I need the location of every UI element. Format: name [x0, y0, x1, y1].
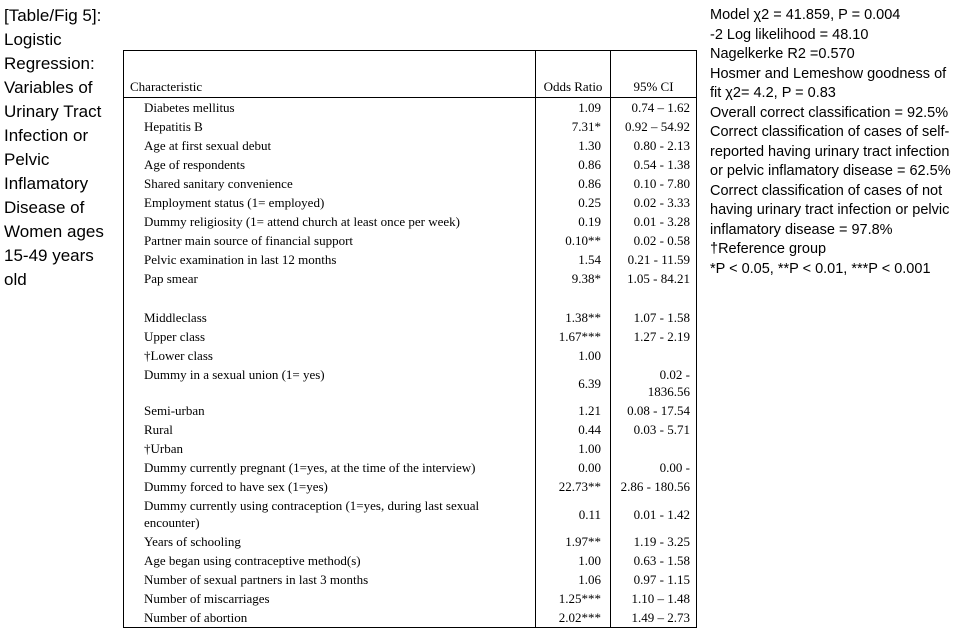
- odds-ratio-cell: 1.00: [536, 551, 611, 570]
- table-row: [124, 193, 697, 212]
- ci-cell: 0.97 - 1.15: [611, 570, 697, 589]
- table-header-row: [124, 51, 697, 98]
- table-row: [124, 212, 697, 231]
- odds-ratio-cell: 2.02***: [536, 608, 611, 628]
- table-row: [124, 532, 697, 551]
- ci-cell: 1.19 - 3.25: [611, 532, 697, 551]
- characteristic-cell: Dummy currently using contraception (1=yes, during last sexual encounter): [144, 498, 480, 530]
- characteristic-cell: Middleclass: [144, 310, 207, 325]
- logistic-regression-table: [123, 50, 697, 628]
- table-body: [124, 98, 697, 628]
- ci-cell: 1.27 - 2.19: [611, 327, 697, 346]
- ci-cell: 0.00 -: [611, 458, 697, 477]
- characteristic-cell: Rural: [144, 422, 173, 437]
- table-row: [124, 458, 697, 477]
- note-line: Model χ2 = 41.859, P = 0.004: [710, 7, 901, 23]
- odds-ratio-cell: 0.25: [536, 193, 611, 212]
- characteristic-cell: Number of miscarriages: [144, 591, 270, 606]
- table-row: [124, 269, 697, 288]
- characteristic-cell: Upper class: [144, 329, 206, 344]
- ci-cell: 0.63 - 1.58: [611, 551, 697, 570]
- table-row: [124, 570, 697, 589]
- characteristic-cell: Dummy currently pregnant (1=yes, at the time of the interview): [144, 460, 476, 475]
- note-line: Hosmer and Lemeshow goodness of fit χ2= 4.2, P = 0.83: [710, 65, 947, 101]
- odds-ratio-cell: 0.44: [536, 420, 611, 439]
- ci-cell: 0.02 - 0.58: [611, 231, 697, 250]
- table-row: [124, 401, 697, 420]
- ci-cell: 0.80 - 2.13: [611, 136, 697, 155]
- odds-ratio-cell: 6.39: [536, 365, 611, 401]
- figure-title: [Table/Fig 5]: Logistic Regression: Variables of Urinary Tract Infection or Pelvic Inflamatory Disease of Women ages 15-49 years old: [4, 6, 104, 289]
- table-row: [124, 231, 697, 250]
- characteristic-cell: Dummy forced to have sex (1=yes): [144, 479, 328, 494]
- odds-ratio-cell: 1.38**: [536, 308, 611, 327]
- odds-ratio-cell: 0.86: [536, 174, 611, 193]
- odds-ratio-cell: 1.67***: [536, 327, 611, 346]
- characteristic-cell: Shared sanitary convenience: [144, 176, 293, 191]
- ci-cell: 0.03 - 5.71: [611, 420, 697, 439]
- table-row: [124, 117, 697, 136]
- column-header-odds-ratio: Odds Ratio: [536, 51, 611, 98]
- odds-ratio-cell: 1.97**: [536, 532, 611, 551]
- column-header-characteristic: Characteristic: [124, 51, 536, 98]
- odds-ratio-cell: [536, 288, 611, 308]
- table-header: [124, 51, 697, 98]
- odds-ratio-cell: 1.21: [536, 401, 611, 420]
- odds-ratio-cell: 0.10**: [536, 231, 611, 250]
- ci-cell: 0.02 - 3.33: [611, 193, 697, 212]
- characteristic-cell: Years of schooling: [144, 534, 241, 549]
- characteristic-cell: [124, 288, 536, 308]
- model-statistics-notes: [710, 6, 956, 279]
- table-row: [124, 477, 697, 496]
- odds-ratio-cell: 1.00: [536, 346, 611, 365]
- characteristic-cell: Age began using contraceptive method(s): [144, 553, 361, 568]
- odds-ratio-cell: 0.86: [536, 155, 611, 174]
- characteristic-cell: Pap smear: [144, 271, 198, 286]
- table-row: [124, 589, 697, 608]
- odds-ratio-cell: 1.54: [536, 250, 611, 269]
- odds-ratio-cell: 1.09: [536, 98, 611, 118]
- odds-ratio-cell: 1.06: [536, 570, 611, 589]
- ci-cell: [611, 346, 697, 365]
- table-row: [124, 608, 697, 628]
- table-row: [124, 551, 697, 570]
- characteristic-cell: Age of respondents: [144, 157, 246, 172]
- note-line: Nagelkerke R2 =0.570: [710, 46, 855, 62]
- ci-cell: [611, 288, 697, 308]
- table-row: [124, 250, 697, 269]
- ci-cell: 1.07 - 1.58: [611, 308, 697, 327]
- note-line: Overall correct classification = 92.5%: [710, 104, 949, 121]
- note-line: Correct classification of cases of self-reported having urinary tract infection or pelvic inflamatory disease = 62.5%: [710, 124, 951, 179]
- ci-cell: 0.10 - 7.80: [611, 174, 697, 193]
- ci-cell: 1.10 – 1.48: [611, 589, 697, 608]
- table-row: [124, 496, 697, 532]
- characteristic-cell: Diabetes mellitus: [144, 100, 235, 115]
- characteristic-cell: Employment status (1= employed): [144, 195, 325, 210]
- characteristic-cell: Number of abortion: [144, 610, 248, 625]
- characteristic-cell: †Urban: [144, 441, 183, 456]
- table-row: [124, 346, 697, 365]
- odds-ratio-cell: 22.73**: [536, 477, 611, 496]
- characteristic-cell: Pelvic examination in last 12 months: [144, 252, 337, 267]
- odds-ratio-cell: 0.11: [536, 496, 611, 532]
- odds-ratio-cell: 7.31*: [536, 117, 611, 136]
- ci-cell: 0.01 - 3.28: [611, 212, 697, 231]
- note-line: Correct classification of cases of not having urinary tract infection or pelvic inflamatory disease = 97.8%: [710, 182, 950, 238]
- odds-ratio-cell: 1.30: [536, 136, 611, 155]
- ci-cell: 1.05 - 84.21: [611, 269, 697, 288]
- table-row: [124, 327, 697, 346]
- ci-cell: 0.02 - 1836.56: [611, 365, 697, 401]
- table-spacer-row: [124, 288, 697, 308]
- ci-cell: 0.08 - 17.54: [611, 401, 697, 420]
- note-line: †Reference group: [710, 241, 827, 257]
- table-row: [124, 439, 697, 458]
- ci-cell: 0.01 - 1.42: [611, 496, 697, 532]
- odds-ratio-cell: 0.00: [536, 458, 611, 477]
- odds-ratio-cell: 1.00: [536, 439, 611, 458]
- table-row: [124, 308, 697, 327]
- ci-cell: [611, 439, 697, 458]
- table-row: [124, 98, 697, 118]
- characteristic-cell: †Lower class: [144, 348, 213, 363]
- ci-cell: 0.74 – 1.62: [611, 98, 697, 118]
- odds-ratio-cell: 0.19: [536, 212, 611, 231]
- characteristic-cell: Hepatitis B: [144, 119, 203, 134]
- odds-ratio-cell: 9.38*: [536, 269, 611, 288]
- ci-cell: 0.92 – 54.92: [611, 117, 697, 136]
- column-header-95ci: 95% CI: [611, 51, 697, 98]
- table-row: [124, 365, 697, 401]
- characteristic-cell: Dummy in a sexual union (1= yes): [144, 367, 325, 382]
- characteristic-cell: Partner main source of financial support: [144, 233, 354, 248]
- ci-cell: 0.21 - 11.59: [611, 250, 697, 269]
- table-row: [124, 136, 697, 155]
- ci-cell: 2.86 - 180.56: [611, 477, 697, 496]
- characteristic-cell: Age at first sexual debut: [144, 138, 272, 153]
- odds-ratio-cell: 1.25***: [536, 589, 611, 608]
- table-row: [124, 174, 697, 193]
- ci-cell: 0.54 - 1.38: [611, 155, 697, 174]
- characteristic-cell: Number of sexual partners in last 3 months: [144, 572, 369, 587]
- characteristic-cell: Semi-urban: [144, 403, 205, 418]
- ci-cell: 1.49 – 2.73: [611, 608, 697, 628]
- table-row: [124, 420, 697, 439]
- characteristic-cell: Dummy religiosity (1= attend church at least once per week): [144, 214, 460, 229]
- table-row: [124, 155, 697, 174]
- note-line: *P < 0.05, **P < 0.01, ***P < 0.001: [710, 260, 931, 277]
- note-line: -2 Log likelihood = 48.10: [710, 26, 869, 43]
